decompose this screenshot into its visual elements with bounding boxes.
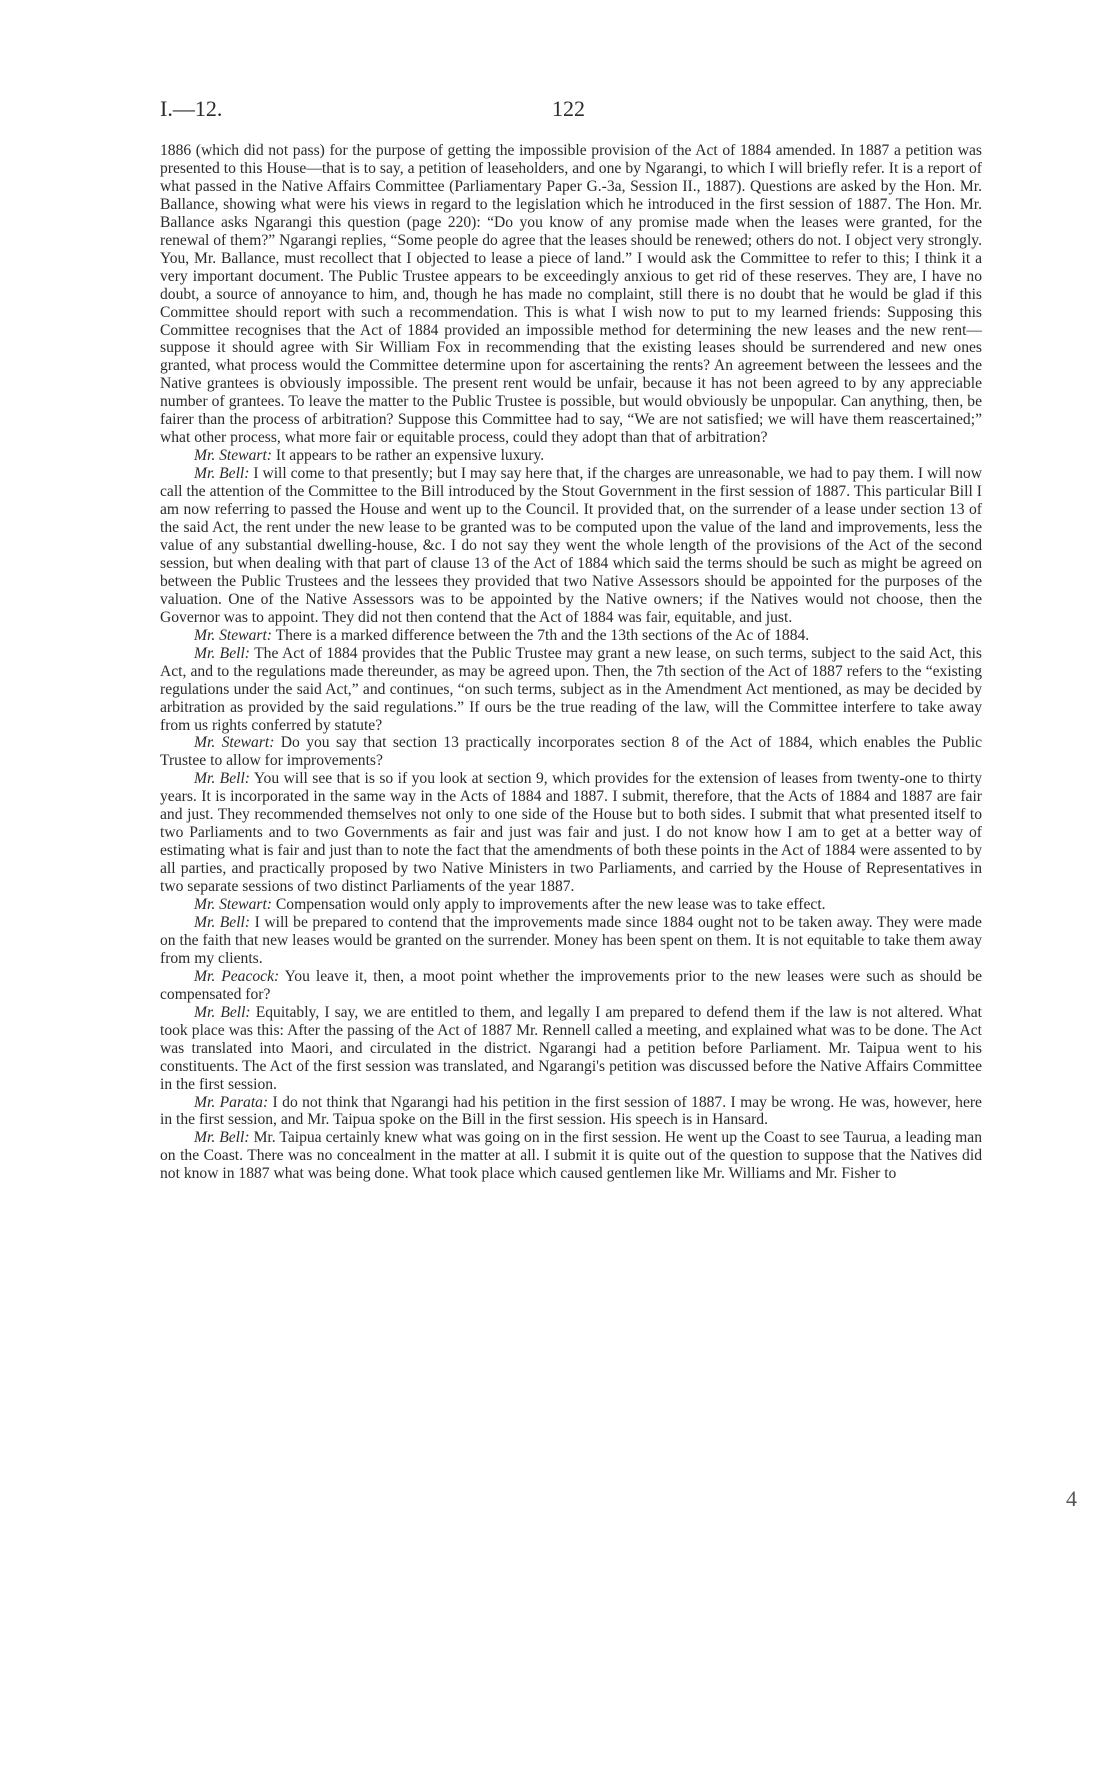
paragraph-text: I will come to that presently; but I may say here that, if the charges are unreasonable, we had to pay them. I will now call the attention of the Committee to the Bill introduced by the Stout Government in the first session of 1887. This particular Bill I am now referring to passed the House and went up to the Council. It provided that, on the surrender of a lease under section 13 of the said Act, the rent under the new lease to be granted was to be computed upon the value of the land and improvements, less the value of any substantial dwelling-house, &c. I do not say they went the whole length of the provisions of the Act of the second session, but when dealing with that part of clause 13 of the Act of 1884 which said the terms should be such as might be agreed on between the Public Trustees and the lessees they provided that two Native Assessors should be appointed for the purposes of the valuation. One of the Native Assessors was to be appointed by the Native owners; if the Natives would not choose, then the Governor was to appoint. They did not then contend that the Act of 1884 was fair, equitable, and just.: [160, 465, 982, 626]
page-header: [160, 96, 980, 126]
paragraph: [160, 1129, 982, 1183]
speaker-name: Mr. Stewart:: [194, 734, 275, 752]
paragraph-text: It appears to be rather an expensive luxury.: [275, 447, 545, 465]
speaker-name: Mr. Stewart:: [194, 626, 272, 644]
document-body: [160, 142, 982, 1183]
speaker-name: Mr. Bell:: [194, 1003, 251, 1021]
paragraph-text: Compensation would only apply to improvements after the new lease was to take effect.: [275, 896, 826, 914]
speaker-name: Mr. Bell:: [194, 913, 251, 931]
speaker-name: Mr. Peacock:: [194, 967, 280, 985]
speaker-name: Mr. Stewart:: [194, 447, 272, 465]
paragraph-text: You leave it, then, a moot point whether the improvements prior to the new leases were such as should be compensated for?: [160, 967, 983, 1003]
paragraph-text: 1886 (which did not pass) for the purpose of getting the impossible provision of the Act of 1884 amended. In 1887 a petition was presented to this House—that is to say, a petition of leaseholders, and one by Ngarangi, to which I will briefly refer. It is a report of what passed in the Native Affairs Committee (Parliamentary Paper G.-3a, Session II., 1887). Questions are asked by the Hon. Mr. Ballance, showing what were his views in regard to the legislation which he introduced in the first session of 1887. The Hon. Mr. Ballance asks Ngarangi this question (page 220): “Do you know of any promise made when the leases were granted, for the renewal of them?” Ngarangi replies, “Some people do agree that the leases should be renewed; others do not. I object very strongly. You, Mr. Ballance, must recollect that I objected to lease a piece of land.” I would ask the Committee to refer to this; I think it a very important document. The Public Trustee appears to be exceedingly anxious to get rid of these reserves. They are, I have no doubt, a source of annoyance to him, and, though he has made no complaint, still there is no doubt that he would be glad if this Committee should report with such a recommendation. This is what I wish now to put to my learned friends: Supposing this Committee recognises that the Act of 1884 provided an impossible method for determining the new leases and the new rent—suppose it should agree with Sir William Fox in recommending that the existing leases should be surrendered and new ones granted, what process would the Committee determine upon for ascertaining the rents? An agreement between the lessees and the Native grantees is obviously impossible. The present rent would be unfair, because it has not been agreed to by any appreciable number of grantees. To leave the matter to the Public Trustee is possible, but would obviously be unpopular. Can anything, then, be fairer than the process of arbitration? Suppose this Committee had to say, “We are not satisfied; we will have them reascertained;” what other process, what more fair or equitable process, could they adopt than that of arbitration?: [160, 142, 982, 447]
paragraph: [160, 968, 982, 1004]
paragraph-text: There is a marked difference between the 7th and the 13th sections of the Ac of 1884.: [275, 626, 810, 644]
paragraph-text: You will see that is so if you look at section 9, which provides for the extension of leases from twenty-one to thirty years. It is incorporated in the same way in the Acts of 1884 and 1887. I submit, therefore, that the Acts of 1884 and 1887 are fair and just. They recommended themselves not only to one side of the House but to both sides. I submit that what presented itself to two Parliaments and to two Governments as fair and just was fair and just. I do not know how I am to get at a better way of estimating what is fair and just than to note the fact that the amendments of both these points in the Act of 1884 were assented to by all parties, and practically proposed by two Native Ministers in two Parliaments, and carried by the House of Representatives in two separate sessions of two distinct Parliaments of the year 1887.: [160, 770, 982, 896]
paragraph: [160, 1094, 982, 1130]
paragraph: [160, 914, 982, 968]
speaker-name: Mr. Bell:: [194, 770, 250, 788]
speaker-name: Mr. Stewart:: [194, 896, 272, 914]
speaker-name: Mr. Bell:: [194, 1129, 250, 1147]
document-reference: I.—12.: [160, 96, 223, 121]
speaker-name: Mr. Bell:: [194, 465, 250, 483]
paragraph: [160, 465, 982, 627]
paragraph: [160, 142, 982, 447]
paragraph: [160, 734, 982, 770]
paragraph: [160, 627, 982, 645]
paragraph: [160, 447, 982, 465]
page-number: 122: [552, 96, 585, 121]
paragraph-text: I will be prepared to contend that the improvements made since 1884 ought not to be taken away. They were made on the faith that new leases would be granted on the surrender. Money has been spent on them. It is not equitable to take them away from my clients.: [160, 913, 982, 967]
paragraph: [160, 1004, 982, 1094]
paragraph: [160, 770, 982, 896]
speaker-name: Mr. Bell:: [194, 644, 250, 662]
paragraph: [160, 645, 982, 735]
paragraph-text: The Act of 1884 provides that the Public Trustee may grant a new lease, on such terms, subject to the said Act, this Act, and to the regulations made thereunder, as may be agreed upon. Then, the 7th section of the Act of 1887 refers to the “existing regulations under the said Act,” and continues, “on such terms, subject as in the Amendment Act mentioned, as may be decided by arbitration as provided by the said regulations.” If ours be the true reading of the law, will the Committee interfere to take away from us rights conferred by statute?: [160, 644, 982, 734]
paragraph-text: Do you say that section 13 practically incorporates section 8 of the Act of 1884, which enables the Public Trustee to allow for improvements?: [160, 734, 982, 770]
paragraph-text: I do not think that Ngarangi had his petition in the first session of 1887. I may be wrong. He was, however, here in the first session, and Mr. Taipua spoke on the Bill in the first session. His speech is in Hansard.: [160, 1093, 982, 1129]
paragraph-text: Mr. Taipua certainly knew what was going on in the first session. He went up the Coast to see Taurua, a leading man on the Coast. There was no concealment in the matter at all. I submit it is quite out of the question to suppose that the Natives did not know in 1887 what was being done. What took place which caused gentlemen like Mr. Williams and Mr. Fisher to: [160, 1129, 982, 1183]
speaker-name: Mr. Parata:: [194, 1093, 269, 1111]
paragraph: [160, 896, 982, 914]
margin-annotation: 4: [1066, 1486, 1077, 1511]
paragraph-text: Equitably, I say, we are entitled to them, and legally I am prepared to defend them if the law is not altered. What took place was this: After the passing of the Act of 1887 Mr. Rennell called a meeting, and explained what was to be done. The Act was translated into Maori, and circulated in the district. Ngarangi had a petition before Parliament. Mr. Taipua went to his constituents. The Act of the first session was translated, and Ngarangi's petition was discussed before the Native Affairs Committee in the first session.: [160, 1003, 982, 1093]
